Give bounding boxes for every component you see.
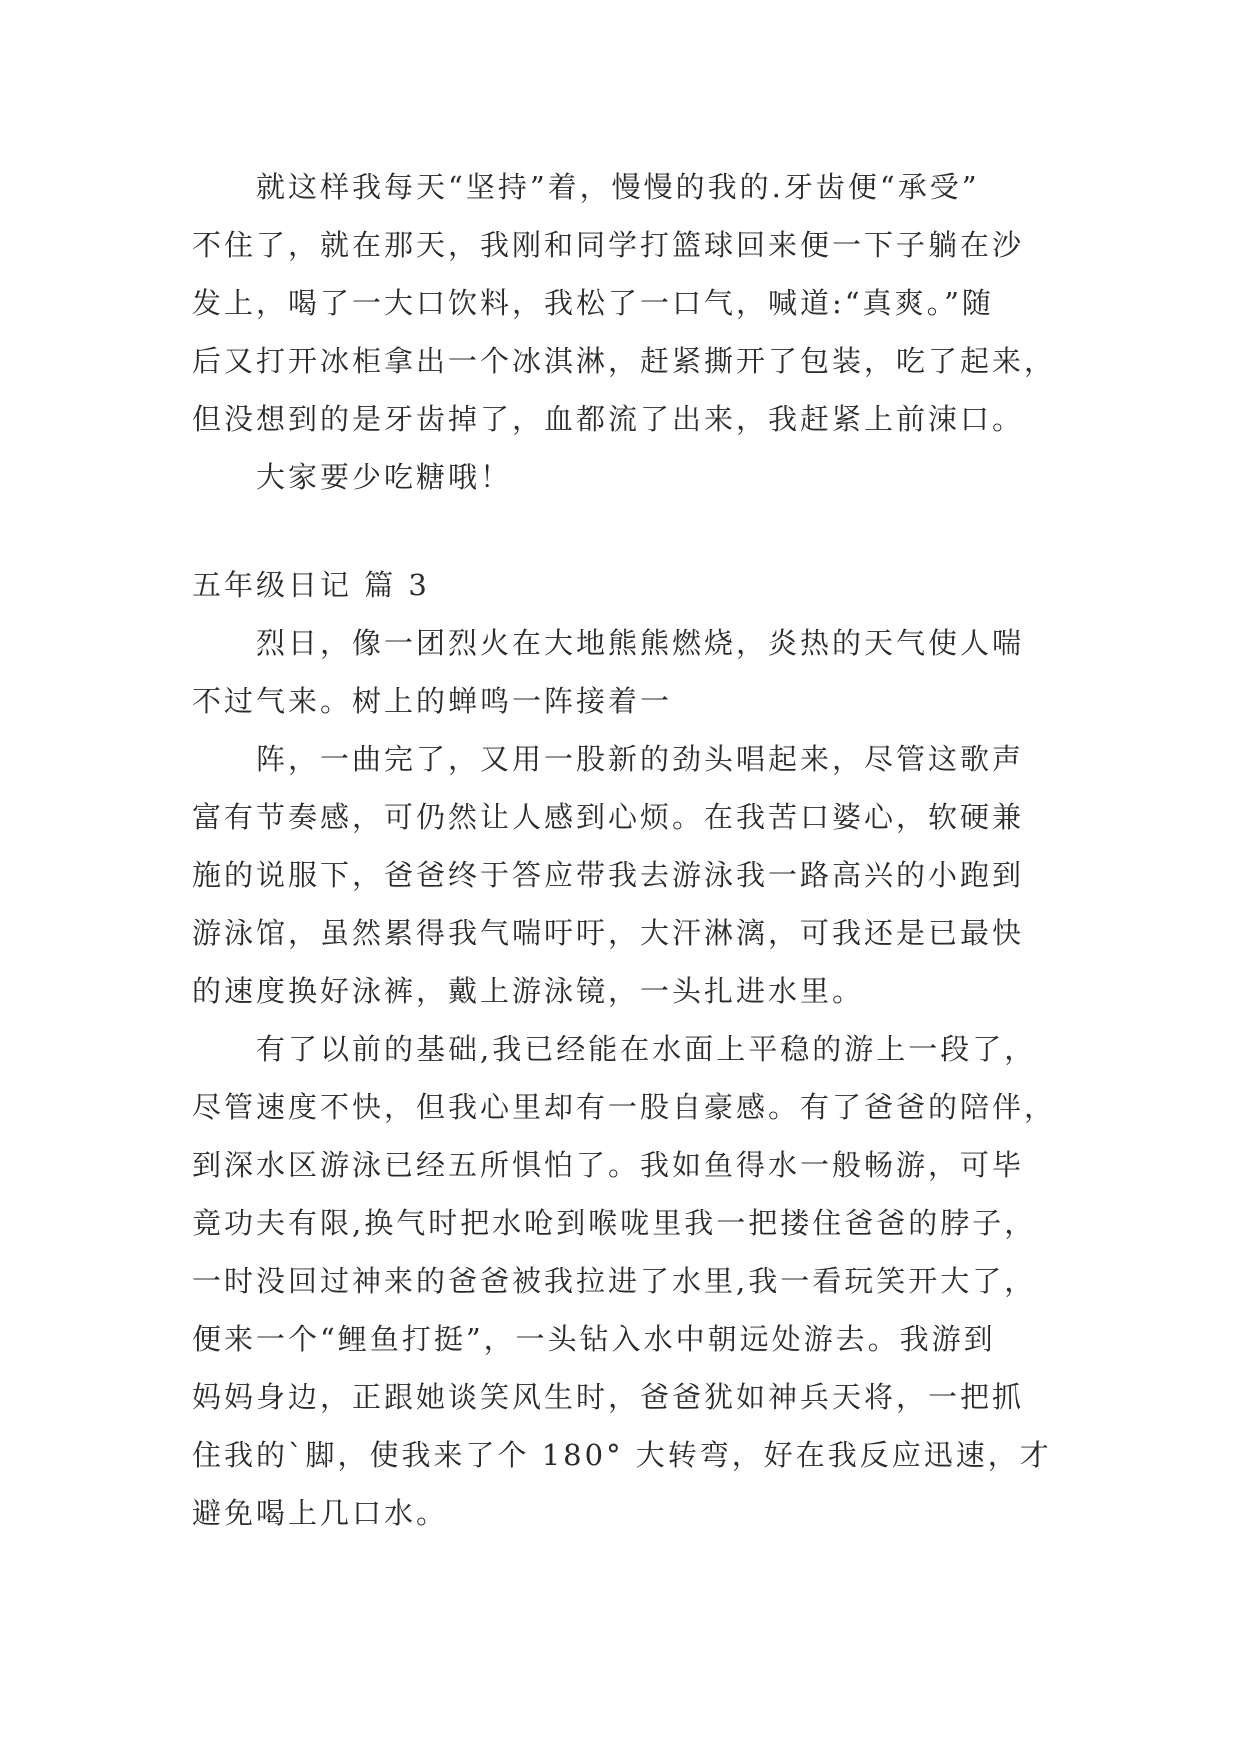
paragraph-4 [192, 730, 1052, 1020]
text-line: 烈日，像一团烈火在大地熊熊燃烧，炎热的天气使人喘 [256, 626, 1025, 660]
text-line: 富有节奏感，可仍然让人感到心烦。在我苦口婆心，软硬兼 [192, 800, 1025, 834]
text-line: 不过气来。树上的蝉鸣一阵接着一 [192, 684, 673, 718]
text-line: 到深水区游泳已经五所惧怕了。我如鱼得水一般畅游，可毕 [192, 1148, 1025, 1182]
text-line: 住我的`脚，使我来了个 180° 大转弯，好在我反应迅速，才 [192, 1438, 1052, 1472]
text-line: 妈妈身边，正跟她谈笑风生时，爸爸犹如神兵天将，一把抓 [192, 1380, 1025, 1414]
text-line: 不住了，就在那天，我刚和同学打篮球回来便一下子躺在沙 [192, 228, 1025, 262]
text-line: 尽管速度不快，但我心里却有一股自豪感。有了爸爸的陪伴， [192, 1090, 1057, 1124]
text-line: 竟功夫有限,换气时把水呛到喉咙里我一把搂住爸爸的脖子， [192, 1206, 1037, 1240]
text-line: 一时没回过神来的爸爸被我拉进了水里,我一看玩笑开大了， [192, 1264, 1037, 1298]
text-line: 阵，一曲完了，又用一股新的劲头唱起来，尽管这歌声 [256, 742, 1025, 776]
text-line: 施的说服下，爸爸终于答应带我去游泳我一路高兴的小跑到 [192, 858, 1025, 892]
paragraph-3 [192, 614, 1052, 730]
text-line: 有了以前的基础,我已经能在水面上平稳的游上一段了， [256, 1032, 1037, 1066]
text-line: 就这样我每天“坚持”着，慢慢的我的.牙齿便“承受” [256, 170, 980, 204]
text-line: 避免喝上几口水。 [192, 1496, 449, 1530]
paragraph-5 [192, 1020, 1057, 1542]
text-line: 发上，喝了一大口饮料，我松了一口气，喊道:“真爽。”随 [192, 286, 994, 320]
section-title: 五年级日记 篇 3 [192, 568, 430, 602]
paragraph-2 [192, 448, 1052, 506]
document-page [192, 158, 1057, 1542]
text-line: 后又打开冰柜拿出一个冰淇淋，赶紧撕开了包装，吃了起来， [192, 344, 1057, 378]
text-line: 的速度换好泳裤，戴上游泳镜，一头扎进水里。 [192, 974, 865, 1008]
text-line: 便来一个“鲤鱼打挺”，一头钻入水中朝远处游去。我游到 [192, 1322, 996, 1356]
text-line: 大家要少吃糖哦！ [256, 460, 513, 494]
text-line: 游泳馆，虽然累得我气喘吁吁，大汗淋漓，可我还是已最快 [192, 916, 1025, 950]
text-line: 但没想到的是牙齿掉了，血都流了出来，我赶紧上前涑口。 [192, 402, 1025, 436]
paragraph-1 [192, 158, 1057, 448]
